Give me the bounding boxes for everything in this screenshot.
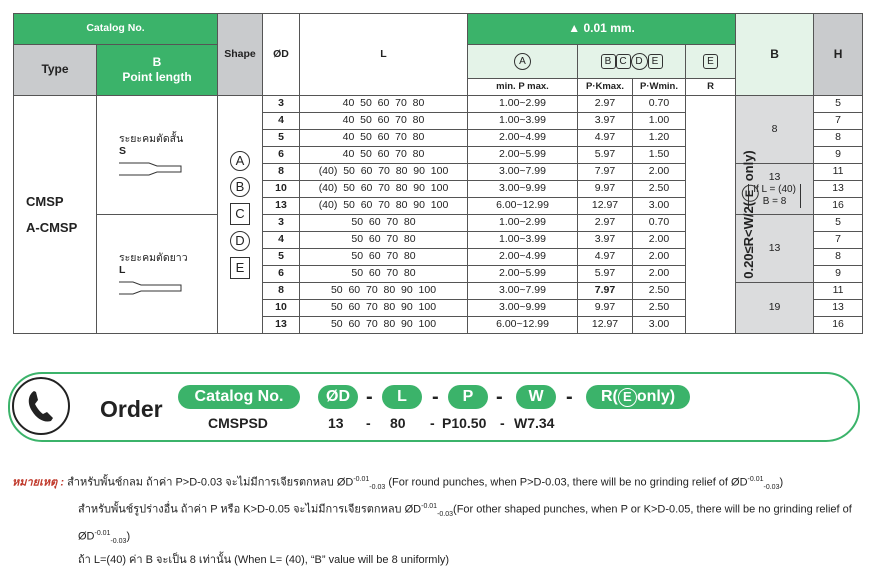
b-value-cell: 19 bbox=[736, 283, 814, 334]
pk-cell: 12.97 bbox=[578, 198, 633, 215]
od-cell: 6 bbox=[263, 266, 300, 283]
h-cell: 13 bbox=[814, 181, 863, 198]
pw-cell: 3.00 bbox=[633, 317, 686, 334]
pw-cell: 2.00 bbox=[633, 249, 686, 266]
point-length-header: B Point length bbox=[97, 45, 218, 96]
pw-cell: 1.00 bbox=[633, 113, 686, 130]
l-cell: 50 60 70 80 bbox=[300, 215, 468, 232]
l-cell: 40 50 60 70 80 bbox=[300, 147, 468, 164]
od-cell: 4 bbox=[263, 232, 300, 249]
p-cell: 3.00~9.99 bbox=[468, 181, 578, 198]
shape-a-header: A bbox=[468, 45, 578, 79]
order-box bbox=[8, 372, 860, 442]
p-cell: 3.00~7.99 bbox=[468, 164, 578, 181]
p-cell: 3.00~9.99 bbox=[468, 300, 578, 317]
pk-cell: 7.97 bbox=[578, 283, 633, 300]
h-cell: 16 bbox=[814, 317, 863, 334]
order-title: Order bbox=[100, 396, 163, 422]
b-note-bracket: If L = (40) B = 8 bbox=[748, 184, 801, 208]
od-cell: 4 bbox=[263, 113, 300, 130]
l-cell: 50 60 70 80 bbox=[300, 232, 468, 249]
type-cmsp: CMSP bbox=[26, 193, 64, 209]
note-line-1: หมายเหตุ : สำหรับพั้นช์กลม ถ้าค่า P>D-0.03 จะไม่มีการเจียรตกหลบ $ØD^{-0.01}_{-0.03}$ (For round punches, when P>D-0.03, there will be no grinding relief of $ØD^{-0.01}_{-0.03}$) bbox=[12, 476, 784, 491]
pk-cell: 4.97 bbox=[578, 130, 633, 147]
shape-cell bbox=[218, 96, 263, 334]
r-formula: 0.20≤R<W/2(E only) bbox=[742, 150, 759, 279]
dash-value-1: - bbox=[366, 415, 371, 431]
order-w-pill: W bbox=[516, 385, 556, 409]
shape-header: Shape bbox=[218, 14, 263, 96]
up-arrow-icon: ▲ bbox=[568, 21, 581, 36]
tolerance-header: ▲ 0.01 mm. bbox=[468, 14, 736, 45]
p-cell: 6.00~12.99 bbox=[468, 317, 578, 334]
shape-bcde-header: B C D E bbox=[578, 45, 686, 79]
catalog-no-header: Catalog No. bbox=[14, 14, 218, 45]
p-cell: 2.00~4.99 bbox=[468, 130, 578, 147]
l-cell: (40) 50 60 70 80 90 100 bbox=[300, 164, 468, 181]
od-cell: 8 bbox=[263, 164, 300, 181]
dash-value-3: - bbox=[500, 415, 505, 431]
p-cell: 1.00~2.99 bbox=[468, 96, 578, 113]
order-p-pill: P bbox=[448, 385, 488, 409]
od-cell: 10 bbox=[263, 181, 300, 198]
pw-cell: 2.00 bbox=[633, 232, 686, 249]
r-header: R bbox=[686, 79, 736, 96]
order-catalog-value: CMSPSD bbox=[208, 415, 268, 431]
shape-d-icon: D bbox=[230, 231, 250, 251]
l-cell: 50 60 70 80 90 100 bbox=[300, 317, 468, 334]
l-header: L bbox=[300, 14, 468, 96]
dash-value-2: - bbox=[430, 415, 435, 431]
p-cell: 2.00~4.99 bbox=[468, 249, 578, 266]
pw-cell: 2.50 bbox=[633, 181, 686, 198]
pw-cell: 2.50 bbox=[633, 283, 686, 300]
l-cell: 50 60 70 80 90 100 bbox=[300, 300, 468, 317]
pk-cell: 5.97 bbox=[578, 266, 633, 283]
min-p-header: min. P max. bbox=[468, 79, 578, 96]
p-cell: 1.00~2.99 bbox=[468, 215, 578, 232]
od-cell: 5 bbox=[263, 249, 300, 266]
pw-cell: 0.70 bbox=[633, 215, 686, 232]
pk-cell: 9.97 bbox=[578, 300, 633, 317]
p-cell: 6.00~12.99 bbox=[468, 198, 578, 215]
dash-2: - bbox=[432, 386, 439, 408]
h-cell: 16 bbox=[814, 198, 863, 215]
b-header: B bbox=[736, 14, 814, 96]
h-cell: 13 bbox=[814, 300, 863, 317]
h-cell: 9 bbox=[814, 266, 863, 283]
note-line-3: ถ้า L=(40) ค่า B จะเป็น 8 เท่านั้น (When L= (40), “B” value will be 8 uniformly) bbox=[78, 553, 450, 566]
h-header: H bbox=[814, 14, 863, 96]
h-cell: 5 bbox=[814, 96, 863, 113]
od-cell: 13 bbox=[263, 198, 300, 215]
order-l-value: 80 bbox=[390, 415, 406, 431]
point-length-long: ระยะคมตัดยาว L bbox=[97, 215, 218, 334]
spec-table bbox=[13, 13, 863, 334]
od-cell: 8 bbox=[263, 283, 300, 300]
order-w-value: W7.34 bbox=[514, 415, 555, 431]
pw-header: P·Wmin. bbox=[633, 79, 686, 96]
order-p-value: P10.50 bbox=[442, 415, 487, 431]
order-od-pill: ØD bbox=[318, 385, 358, 409]
h-cell: 11 bbox=[814, 164, 863, 181]
notes bbox=[12, 470, 872, 570]
h-cell: 5 bbox=[814, 215, 863, 232]
shape-e-icon: E bbox=[230, 257, 250, 279]
pw-cell: 1.20 bbox=[633, 130, 686, 147]
p-cell: 2.00~5.99 bbox=[468, 147, 578, 164]
type-a-cmsp: A-CMSP bbox=[26, 219, 78, 235]
od-cell: 10 bbox=[263, 300, 300, 317]
type-header: Type bbox=[14, 45, 97, 96]
pk-cell: 12.97 bbox=[578, 317, 633, 334]
long-punch-icon bbox=[119, 281, 189, 295]
pk-cell: 9.97 bbox=[578, 181, 633, 198]
p-cell: 2.00~5.99 bbox=[468, 266, 578, 283]
h-cell: 9 bbox=[814, 147, 863, 164]
l-cell: (40) 50 60 70 80 90 100 bbox=[300, 198, 468, 215]
phone-icon bbox=[12, 377, 70, 435]
dash-3: - bbox=[496, 386, 503, 408]
l-cell: 50 60 70 80 bbox=[300, 266, 468, 283]
h-cell: 8 bbox=[814, 249, 863, 266]
shape-c-icon: C bbox=[230, 203, 250, 225]
point-length-short: ระยะคมตัดสั้น S bbox=[97, 96, 218, 215]
h-cell: 7 bbox=[814, 113, 863, 130]
od-cell: 5 bbox=[263, 130, 300, 147]
p-cell: 1.00~3.99 bbox=[468, 113, 578, 130]
pk-cell: 2.97 bbox=[578, 215, 633, 232]
order-r-pill: R( E only) bbox=[586, 385, 690, 409]
type-cell bbox=[14, 96, 97, 334]
od-header: ØD bbox=[263, 14, 300, 96]
pk-cell: 5.97 bbox=[578, 147, 633, 164]
pk-cell: 7.97 bbox=[578, 164, 633, 181]
l-cell: 50 60 70 80 bbox=[300, 249, 468, 266]
dash-1: - bbox=[366, 386, 373, 408]
pw-cell: 2.00 bbox=[633, 164, 686, 181]
l-cell: 40 50 60 70 80 bbox=[300, 113, 468, 130]
pw-cell: 2.50 bbox=[633, 300, 686, 317]
pk-cell: 3.97 bbox=[578, 232, 633, 249]
l-cell: (40) 50 60 70 80 90 100 bbox=[300, 181, 468, 198]
l-cell: 40 50 60 70 80 bbox=[300, 130, 468, 147]
b-value-cell: 8 bbox=[736, 96, 814, 164]
note-line-2: สำหรับพั้นช์รูปร่างอื่น ถ้าค่า P หรือ K>D-0.05 จะไม่มีการเจียรตกหลบ $ØD^{-0.01}_{-0.03}(For$ other shaped punches, when P or K>D-0.05, there will be no grinding relief of $ØD^{-0.01}_{-0.03}$) bbox=[78, 502, 852, 545]
od-cell: 13 bbox=[263, 317, 300, 334]
b-value-cell: 13 bbox=[736, 215, 814, 283]
pw-cell: 3.00 bbox=[633, 198, 686, 215]
od-cell: 3 bbox=[263, 215, 300, 232]
short-punch-icon bbox=[119, 162, 189, 176]
shape-b-icon: B bbox=[230, 177, 250, 197]
shape-a-icon: A bbox=[230, 151, 250, 171]
b-value-cell: 13 If L = (40) B = 8 bbox=[736, 164, 814, 215]
l-cell: 40 50 60 70 80 bbox=[300, 96, 468, 113]
pw-cell: 0.70 bbox=[633, 96, 686, 113]
pk-cell: 2.97 bbox=[578, 96, 633, 113]
h-cell: 11 bbox=[814, 283, 863, 300]
order-od-value: 13 bbox=[328, 415, 344, 431]
h-cell: 7 bbox=[814, 232, 863, 249]
p-cell: 3.00~7.99 bbox=[468, 283, 578, 300]
r-formula-cell bbox=[686, 96, 756, 334]
od-cell: 3 bbox=[263, 96, 300, 113]
h-cell: 8 bbox=[814, 130, 863, 147]
l-cell: 50 60 70 80 90 100 bbox=[300, 283, 468, 300]
pw-cell: 2.00 bbox=[633, 266, 686, 283]
pk-cell: 3.97 bbox=[578, 113, 633, 130]
od-cell: 6 bbox=[263, 147, 300, 164]
order-l-pill: L bbox=[382, 385, 422, 409]
order-catalog-pill: Catalog No. bbox=[178, 385, 300, 409]
pk-cell: 4.97 bbox=[578, 249, 633, 266]
dash-4: - bbox=[566, 386, 573, 408]
pk-header: P·Kmax. bbox=[578, 79, 633, 96]
shape-e-header: E bbox=[686, 45, 736, 79]
p-cell: 1.00~3.99 bbox=[468, 232, 578, 249]
pw-cell: 1.50 bbox=[633, 147, 686, 164]
